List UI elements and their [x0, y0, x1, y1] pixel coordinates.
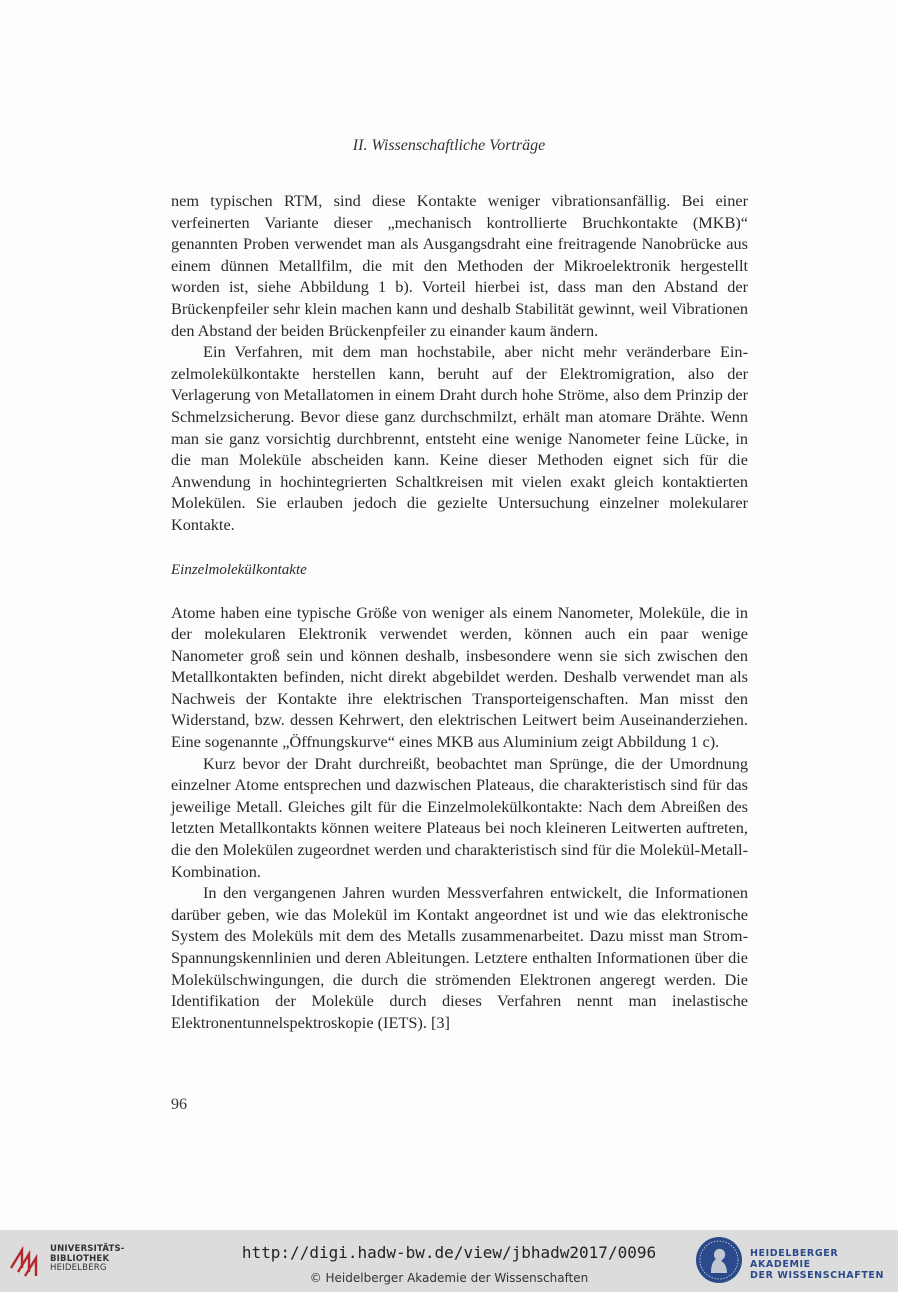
copyright-notice: © Heidelberger Akademie der Wissenschaften [309, 1271, 589, 1285]
paragraph: Ein Verfahren, mit dem man hochstabile, aber nicht mehr veränderbare Einzelmolekülkontakte herstellen kann, beruht auf der Elektromigration, also der Verlagerung von Metallatomen in einem Draht durch hohe Ströme, also dem Prinzip der Schmelzsicherung. Bevor diese ganz durchschmilzt, erhält man atomare Drähte. Wenn man sie ganz vorsichtig durchbrennt, entsteht eine wenige Nanometer feine Lücke, in die man Moleküle abscheiden kann. Keine dieser Methoden eignet sich für die Anwendung in hochintegrierten Schaltkreisen mit vielen exakt gleich kontaktierten Molekülen. Sie erlauben jedoch die gezielte Untersuchung einzelner molekularer Kontakte. [171, 342, 748, 534]
section-heading: Einzelmolekülkontakte [171, 561, 307, 578]
library-name-line: UNIVERSITÄTS- [50, 1244, 125, 1254]
library-name-line: BIBLIOTHEK [50, 1253, 110, 1264]
academy-name-line: HEIDELBERGER AKADEMIE [750, 1248, 839, 1270]
paragraph: Atome haben eine typische Größe von weniger als einem Nanometer, Moleküle, die in der molekularen Elektronik verwendet werden, können auch ein paar wenige Nanometer groß sein und können deshalb, insbesondere wenn sie sich zwischen den Metallkontakten befinden, nicht direkt abgebildet werden. Deshalb verwendet man als Nachweis der Kontakte ihre elektrischen Transporteigenschaften. Man misst den Widerstand, bzw. dessen Kehrwert, den elektrischen Leitwert beim Auseinanderziehen. Eine sogenannte „Öffnungskurve“ eines MKB aus Aluminium zeigt Abbildung 1 c). [171, 602, 748, 752]
body-text [171, 190, 748, 1033]
running-header: II. Wissenschaftliche Vorträge [352, 137, 546, 154]
footer-bar [0, 1230, 898, 1292]
academy-name-line: DER WISSENSCHAFTEN [750, 1270, 885, 1281]
paragraph: nem typischen RTM, sind diese Kontakte weniger vibrationsanfällig. Bei einer verfeinerten Variante dieser „mechanisch kontrollierte Bruchkontakte (MKB)“ genannten Proben verwendet man als Ausgangsdraht eine freitragende Nanobrücke aus einem dünnen Metallfilm, die mit den Methoden der Mikroelektronik hergestellt worden ist, siehe Abbildung 1 b). Vorteil hierbei ist, dass man den Abstand der Brückenpfeiler sehr klein machen kann und deshalb Stabilität gewinnt, weil Vibrationen den Abstand der beiden Brückenpfeiler zu einander kaum ändern. [171, 191, 748, 340]
library-name-line: HEIDELBERG [50, 1263, 107, 1273]
permalink-url[interactable]: http://digi.hadw-bw.de/view/jbhadw2017/0096 [241, 1243, 657, 1262]
paragraph: Kurz bevor der Draht durchreißt, beobachtet man Sprünge, die der Umordnung einzelner Atome entsprechen und dazwischen Plateaus, die charakteristisch sind für das jeweilige Metall. Gleiches gilt für die Einzelmolekülkontakte: Nach dem Abreißen des letzten Metallkontakts können weitere Plateaus bei noch kleineren Leitwerten auftreten, die den Molekülen zugeordnet werden und charakteristisch sind für die Molekül-Metall-Kombination. [171, 753, 748, 881]
academy-seal-icon [694, 1235, 744, 1285]
paragraph: In den vergangenen Jahren wurden Messverfahren entwickelt, die Informationen darüber geben, wie das Molekül im Kontakt angeordnet ist und wie das elektronische System des Moleküls mit dem des Metalls zusammenarbeitet. Dazu misst man Strom-Spannungskennlinien und deren Ableitungen. Letztere enthalten Informationen über die Molekülschwingungen, die durch die strömenden Elektronen angeregt werden. Die Identifikation der Moleküle durch dieses Verfahren nennt man inelastische Elektronentunnelspektroskopie (IETS). [3] [171, 883, 748, 1032]
academy-name [750, 1248, 898, 1281]
page-number: 96 [171, 1096, 187, 1113]
